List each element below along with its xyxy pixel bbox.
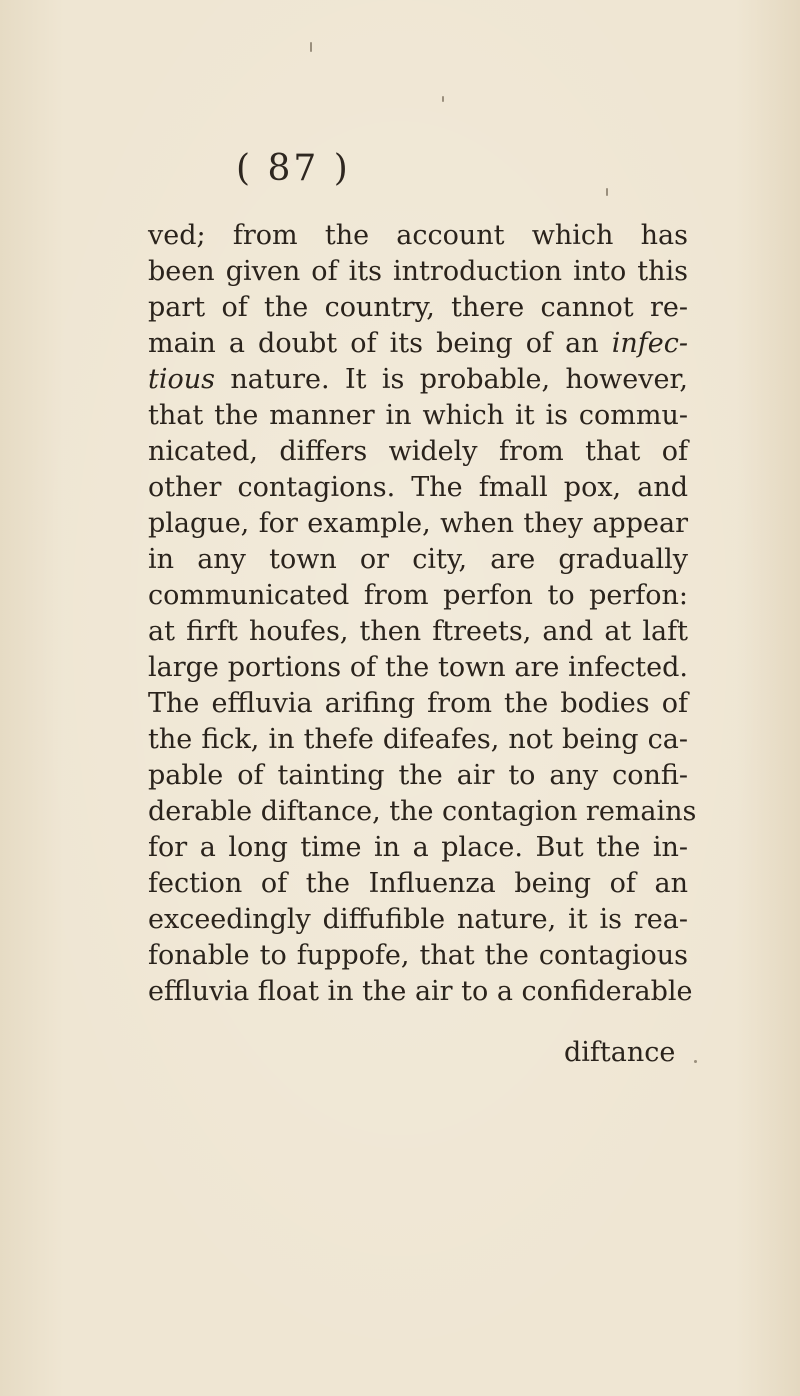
text-line-5-rest: nature. It is probable, however,	[230, 364, 688, 395]
text-line-20: exceedingly diffufible nature, it is rea-	[148, 904, 688, 935]
paper-speck	[310, 42, 312, 52]
text-line-21: fonable to fuppofe, that the contagious	[148, 940, 688, 971]
text-line-9: plague, for example, when they appear	[148, 508, 688, 539]
text-line-16: pable of tainting the air to any confi-	[148, 760, 688, 791]
text-line-10: in any town or city, are gradually	[148, 544, 688, 575]
text-line-6: that the manner in which it is commu-	[148, 400, 688, 431]
text-line-17: derable diftance, the contagion remains	[148, 796, 697, 827]
italic-word-infec: infec-	[611, 328, 688, 359]
text-line-11: communicated from perfon to perfon:	[148, 580, 688, 611]
text-line-15: the fick, in thefe difeafes, not being ca-	[148, 724, 688, 755]
text-line-22: effluvia float in the air to a confiderable	[148, 976, 693, 1007]
paper-speck	[606, 188, 608, 196]
italic-word-tious: tious	[148, 364, 215, 395]
text-line-13: large portions of the town are infected.	[148, 652, 688, 683]
text-line-1: ved; from the account which has	[148, 220, 688, 251]
text-line-14: The effluvia arifing from the bodies of	[148, 688, 688, 719]
text-line-2: been given of its introduction into this	[148, 256, 688, 287]
text-line-4-main: main a doubt of its being of an	[148, 328, 599, 359]
text-line-8: other contagions. The fmall pox, and	[148, 472, 688, 503]
text-line-18: for a long time in a place. But the in-	[148, 832, 688, 863]
text-line-19: fection of the Influenza being of an	[148, 868, 688, 899]
text-line-5	[148, 366, 688, 393]
text-line-3: part of the country, there cannot re-	[148, 292, 688, 323]
text-line-4	[148, 330, 688, 357]
paper-speck	[694, 1060, 697, 1063]
text-line-7: nicated, differs widely from that of	[148, 436, 688, 467]
paper-speck	[442, 96, 444, 102]
page-number: ( 87 )	[236, 148, 351, 189]
text-line-12: at firft houfes, then ftreets, and at laft	[148, 616, 688, 647]
catchword: diftance	[564, 1037, 676, 1068]
